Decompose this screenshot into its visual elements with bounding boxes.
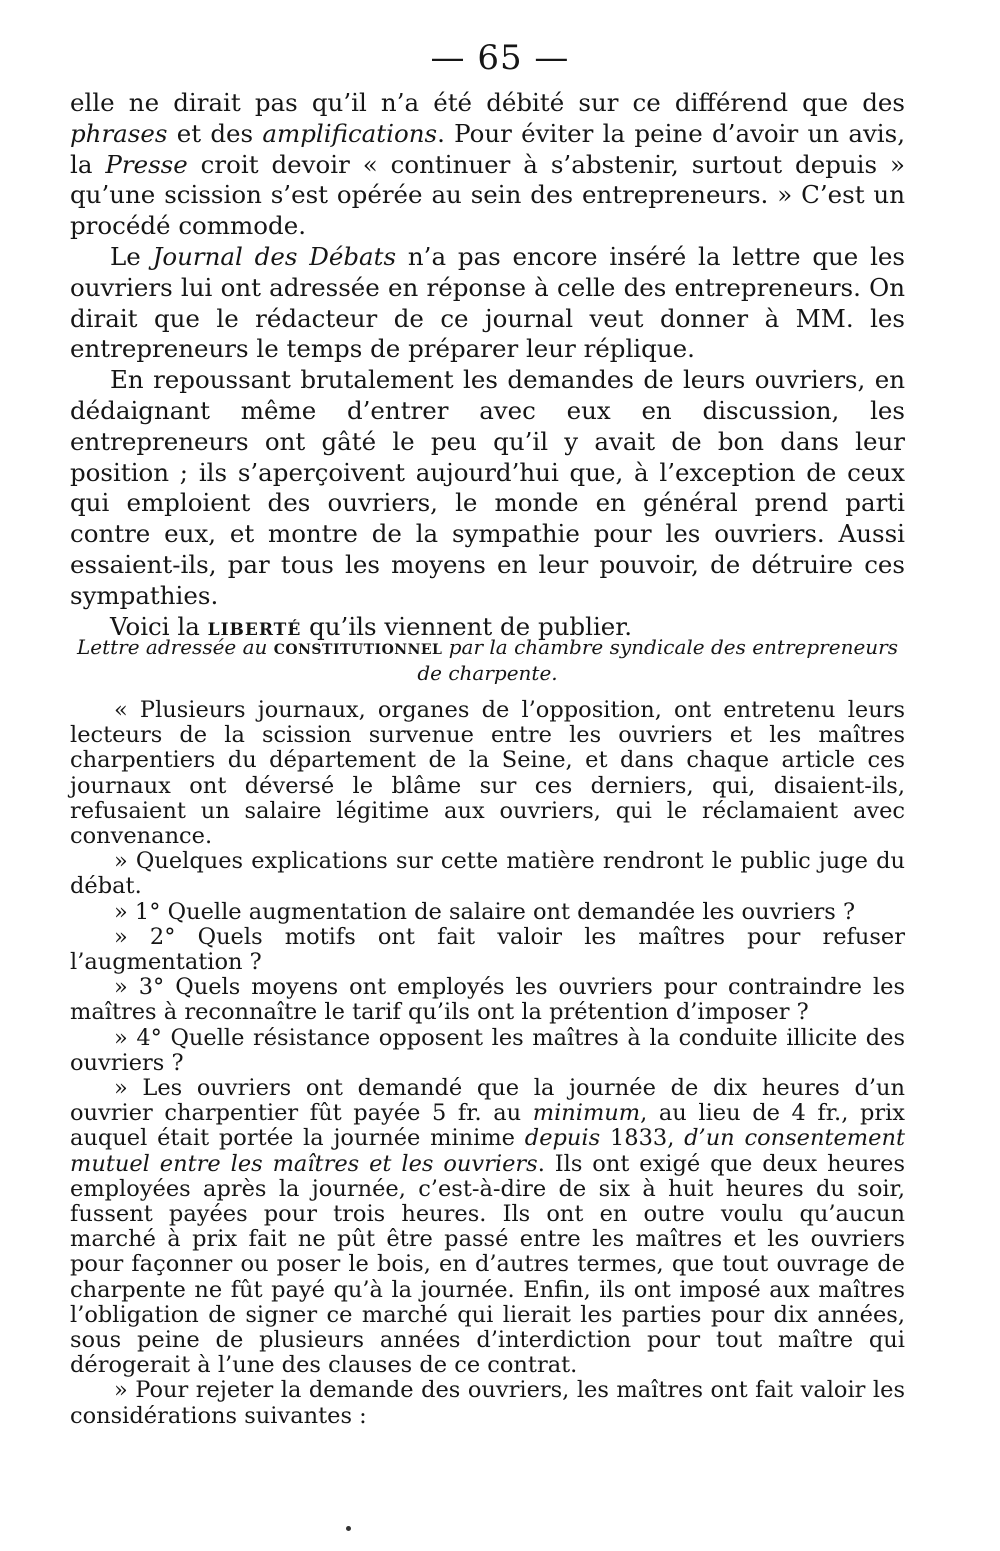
paragraph-debats: Le Journal des Débats n’a pas encore inséré la lettre que les ouvriers lui ont adressée en réponse à celle des entrepreneurs. On dirait que le rédacteur de ce journal veut donner à MM. les entrepreneurs le temps de préparer leur réplique. <box>70 241 905 364</box>
paragraph-liberte: Voici la liberté qu’ils viennent de publier. <box>110 611 633 641</box>
ink-dot <box>346 1526 351 1531</box>
paragraph-repoussant: En repoussant brutalement les demandes de leurs ouvriers, en dédaignant même d’entrer avec eux en discussion, les entrepreneurs ont gâté le peu qu’il y avait de bon dans leur position ; ils s’aperçoivent aujourd’hui que, à l’exception de ceux qui emploient des ouvriers, le monde en général prend parti contre eux, et montre de la sympathie pour les ouvriers. Aussi essaient-ils, par tous les moyens en leur pouvoir, de détruire ces sympathies. <box>70 365 905 610</box>
body-text <box>70 88 905 642</box>
letter-question: » 1° Quelle augmentation de salaire ont demandée les ouvriers ? <box>114 898 856 925</box>
letter-paragraph: » Quelques explications sur cette matière rendront le public juge du débat. <box>70 848 905 900</box>
letter-paragraph: » Les ouvriers ont demandé que la journée de dix heures d’un ouvrier charpentier fût payée 5 fr. au minimum, au lieu de 4 fr., prix auquel était portée la journée minime depuis 1833, d’un consentement mutuel entre les maîtres et les ouvriers. Ils ont exigé que deux heures employées après la journée, c’est-à-dire de six à huit heures du soir, fussent payées pour trois heures. Ils ont en outre voulu qu’aucun marché à prix fait ne pût être passé entre les maîtres et les ouvriers pour façonner ou poser le bois, en d’autres termes, que tout ouvrage de charpente ne fût payé qu’à la journée. Enfin, ils ont imposé aux maîtres l’obligation de signer ce marché qui lierait les parties pour dix années, sous peine de plusieurs années d’interdiction pour tout maître qui dérogerait à l’une des clauses de ce contrat. <box>70 1075 905 1379</box>
letter-question: » 4° Quelle résistance opposent les maîtres à la conduite illicite des ouvriers ? <box>70 1024 905 1076</box>
letter-paragraph: « Plusieurs journaux, organes de l’opposition, ont entretenu leurs lecteurs de la scission survenue entre les ouvriers et les maîtres charpentiers du département de la Seine, et dans chaque article ces journaux ont déversé le blâme sur ces derniers, qui, disaient-ils, refusaient un salaire légitime aux ouvriers, qui le réclamaient avec convenance. <box>70 697 905 850</box>
page-number: — 65 — <box>430 38 570 78</box>
letter-paragraph: » Pour rejeter la demande des ouvriers, les maîtres ont fait valoir les considérations suivantes : <box>70 1377 905 1429</box>
letter-question: » 3° Quels moyens ont employés les ouvriers pour contraindre les maîtres à reconnaître le tarif qu’ils ont la prétention d’imposer ? <box>70 974 905 1026</box>
letter-heading: Lettre adressée au constitutionnel par la chambre syndicale des entrepreneurs de charpente. <box>76 635 898 685</box>
letter-question: » 2° Quels motifs ont fait valoir les maîtres pour refuser l’augmentation ? <box>70 923 905 976</box>
letter-text <box>70 698 905 1429</box>
paragraph-presse: elle ne dirait pas qu’il n’a été débité sur ce différend que des phrases et des amplifications. Pour éviter la peine d’avoir un avis, la Presse croit devoir « continuer à s’abstenir, surtout depuis » qu’une scission s’est opérée au sein des entrepreneurs. » C’est un procédé commode. <box>70 88 905 241</box>
